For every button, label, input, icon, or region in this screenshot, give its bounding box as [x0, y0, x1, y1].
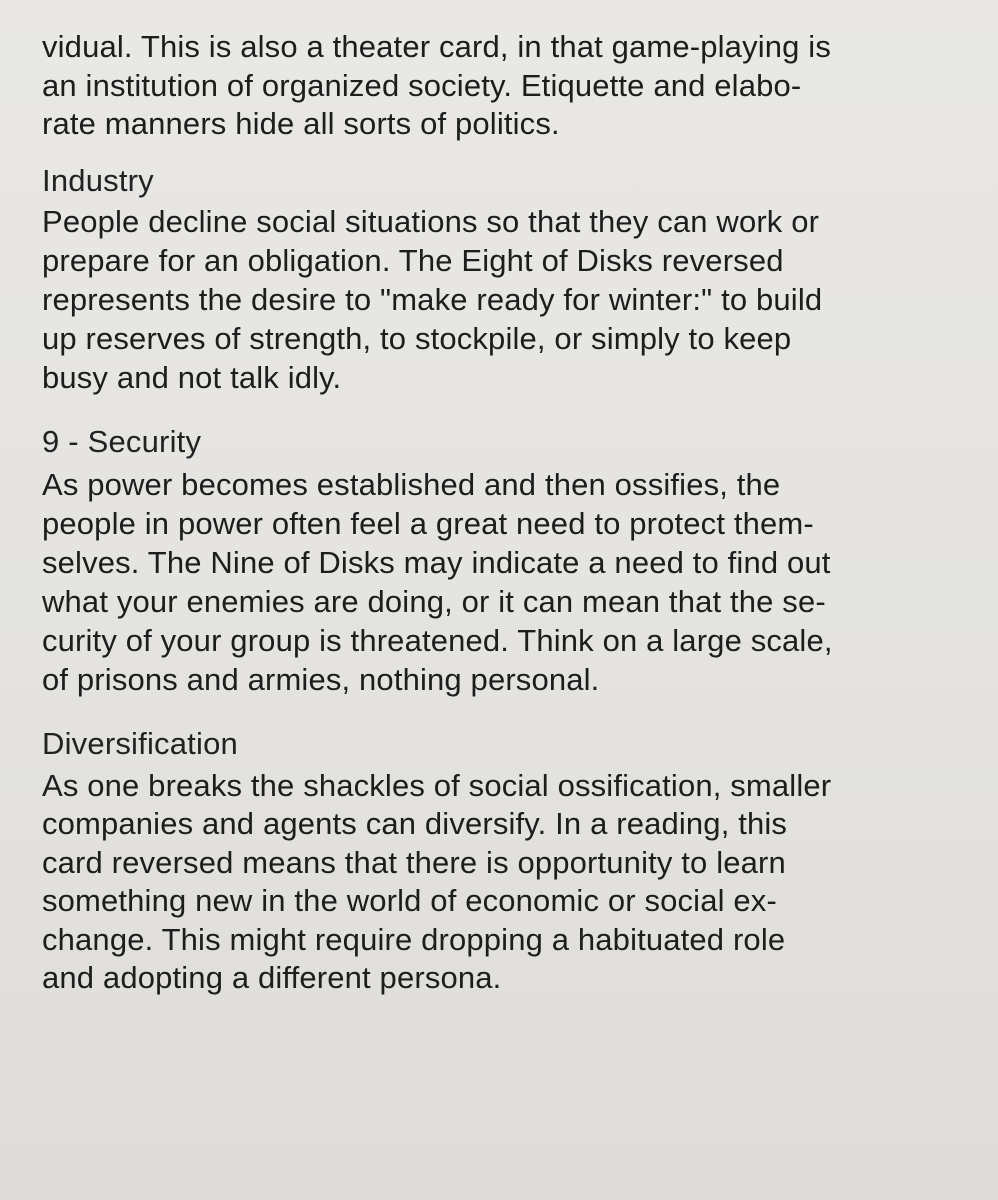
intro-paragraph [42, 28, 964, 144]
paragraph-line: something new in the world of economic or social ex- [42, 883, 777, 918]
paragraph-line: change. This might require dropping a habituated role [42, 921, 786, 957]
paragraph-line: an institution of organized society. Etiquette and elabo- [42, 67, 802, 103]
paragraph-line: people in power often feel a great need to protect them- [42, 505, 814, 541]
paragraph-line: of prisons and armies, nothing personal. [42, 661, 600, 697]
paragraph-line: and adopting a different persona. [42, 960, 502, 995]
paragraph-line: vidual. This is also a theater card, in that game-playing is [42, 29, 831, 64]
paragraph-line: curity of your group is threatened. Think on a large scale, [42, 622, 833, 658]
paragraph-line: companies and agents can diversify. In a reading, this [42, 806, 788, 841]
industry-section [42, 164, 964, 397]
diversification-section [42, 727, 964, 998]
paragraph-line: rate manners hide all sorts of politics. [42, 106, 560, 141]
security-heading: 9 - Security [42, 423, 202, 459]
paragraph-line: As power becomes established and then ossifies, the [42, 466, 781, 502]
security-section [42, 425, 964, 699]
paragraph-line: busy and not talk idly. [42, 359, 342, 395]
paragraph-line: card reversed means that there is opportunity to learn [42, 844, 786, 880]
paragraph-line: what your enemies are doing, or it can mean that the se- [42, 583, 826, 619]
paragraph-line: People decline social situations so that they can work or [42, 203, 820, 239]
industry-heading: Industry [42, 162, 154, 198]
paragraph-line: As one breaks the shackles of social ossification, smaller [42, 767, 832, 803]
paragraph-line: selves. The Nine of Disks may indicate a need to find out [42, 544, 831, 580]
paragraph-line: prepare for an obligation. The Eight of Disks reversed [42, 242, 784, 278]
paragraph-line: up reserves of strength, to stockpile, or simply to keep [42, 320, 792, 356]
diversification-heading: Diversification [42, 725, 238, 761]
paragraph-line: represents the desire to "make ready for winter:" to build [42, 281, 823, 317]
